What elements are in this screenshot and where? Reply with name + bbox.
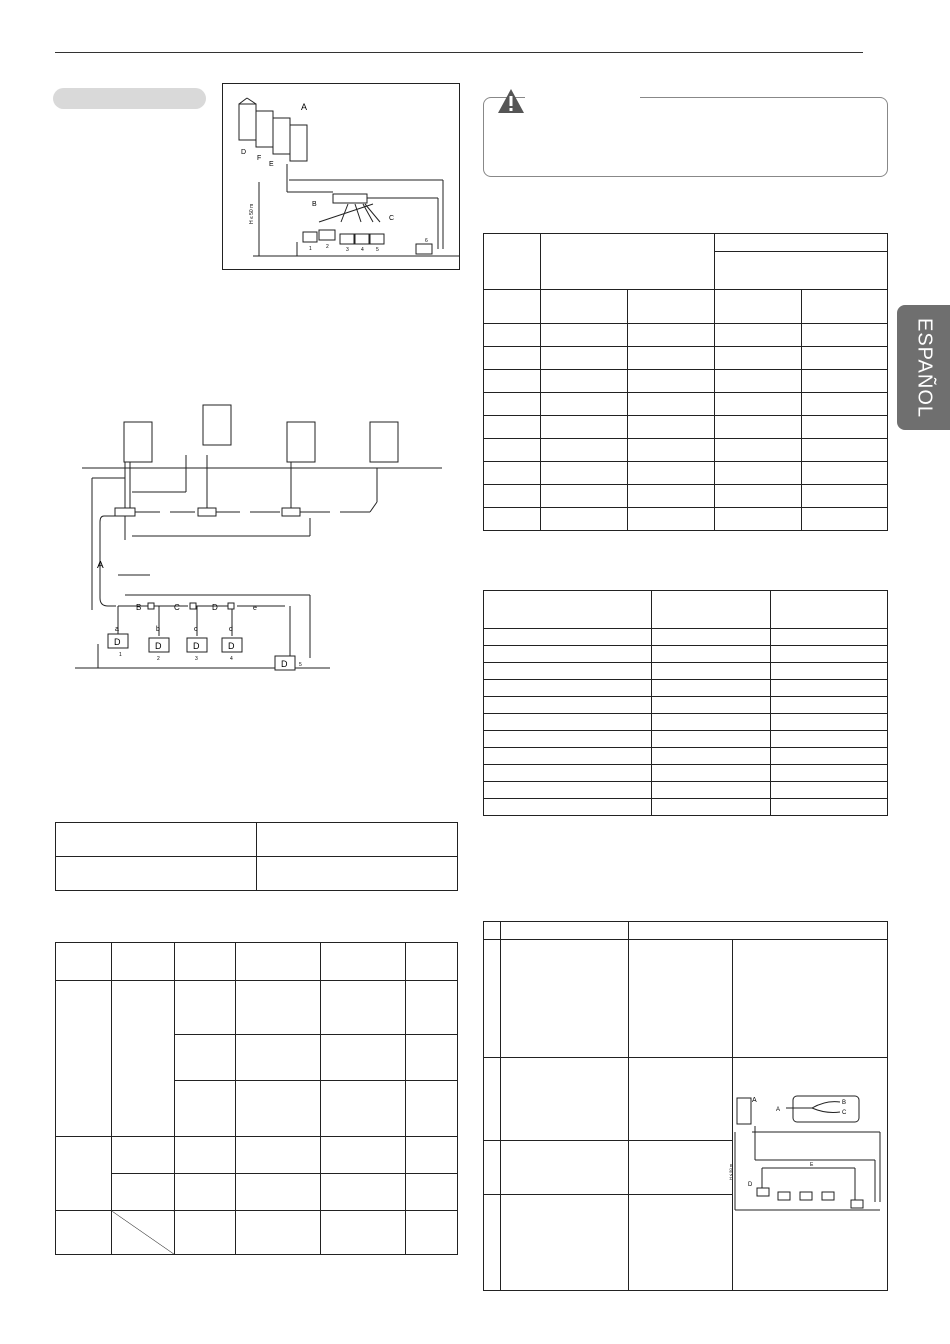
- label-a: A: [776, 1107, 781, 1113]
- label-b: B: [842, 1100, 847, 1106]
- language-tab: [897, 305, 950, 430]
- unit-number: 1: [309, 246, 312, 252]
- indoor-label: D: [193, 641, 200, 651]
- caution-box: [483, 97, 888, 177]
- language-tab-label: ESPAÑOL: [913, 317, 935, 418]
- unit-number: 4: [230, 656, 233, 662]
- label-d: D: [241, 149, 247, 156]
- height-label: H ≤ 50 m: [249, 203, 255, 224]
- outdoor-group-diagram: [223, 84, 459, 269]
- label-small-d: d: [229, 626, 233, 633]
- unit-number: 5: [299, 662, 302, 668]
- label-small-e: e: [253, 605, 257, 612]
- height-label: H ≤ 50 m: [728, 1163, 733, 1180]
- table-right-top: [483, 233, 888, 531]
- unit-number: 3: [195, 656, 198, 662]
- label-c: C: [174, 603, 180, 612]
- indoor-label: D: [281, 659, 288, 669]
- label-small-a: a: [115, 626, 119, 633]
- label-c: C: [389, 215, 395, 222]
- unit-number: 2: [326, 244, 329, 250]
- caution-gap: [525, 92, 640, 102]
- indoor-label: D: [155, 641, 162, 651]
- label-d: D: [212, 603, 218, 612]
- warning-icon: [496, 87, 526, 115]
- label-b: B: [312, 201, 317, 208]
- label-a: A: [301, 102, 308, 112]
- label-e: E: [269, 161, 274, 168]
- label-f: F: [257, 155, 262, 162]
- bottom-right-diagram: [730, 1090, 888, 1215]
- label-e: E: [810, 1162, 814, 1168]
- label-a: A: [97, 560, 104, 571]
- indoor-label: D: [228, 641, 235, 651]
- table-right-middle: [483, 590, 888, 816]
- unit-number: 4: [361, 247, 364, 253]
- label-d: D: [748, 1182, 753, 1188]
- header-rule: [55, 52, 863, 53]
- label-b: B: [136, 603, 142, 612]
- figure-outdoor-group: [222, 83, 460, 270]
- label-small-c: c: [194, 626, 198, 633]
- unit-number: 1: [119, 652, 122, 658]
- table-left-small: [55, 822, 458, 891]
- table-left-large: [55, 942, 458, 1255]
- label-a: A: [752, 1097, 757, 1104]
- unit-number: 3: [346, 247, 349, 253]
- unit-number: 6: [425, 238, 428, 244]
- label-small-b: b: [156, 626, 160, 633]
- label-c: C: [842, 1110, 847, 1116]
- indoor-label: D: [114, 637, 121, 647]
- unit-number: 5: [376, 247, 379, 253]
- section-pill: [53, 88, 206, 109]
- piping-diagram: [70, 400, 450, 685]
- unit-number: 2: [157, 656, 160, 662]
